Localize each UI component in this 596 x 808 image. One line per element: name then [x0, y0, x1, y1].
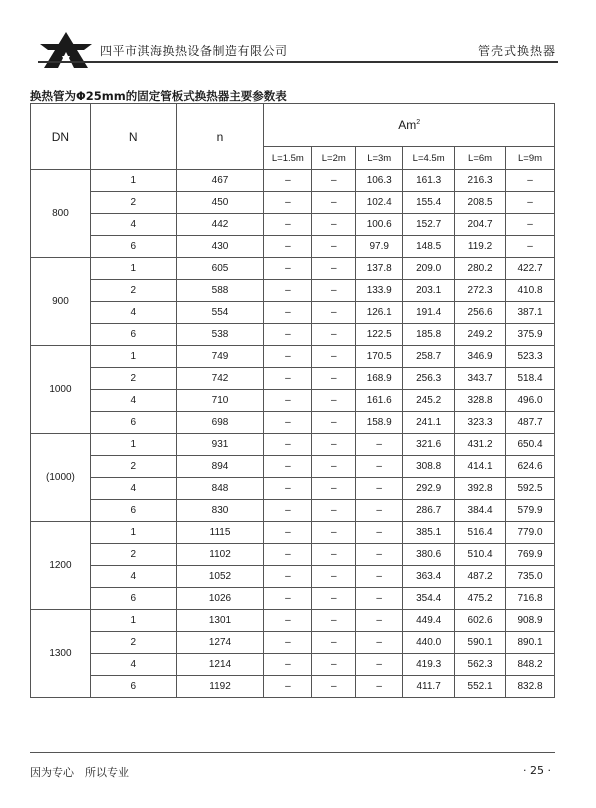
page-number: · 25 ·	[523, 764, 551, 777]
tube-pass-cell: 4	[90, 566, 176, 588]
area-cell: 516.4	[455, 522, 506, 544]
area-cell: 716.8	[506, 588, 555, 610]
area-cell: –	[264, 434, 312, 456]
table-row	[31, 456, 555, 478]
table-row	[31, 676, 555, 698]
area-cell: –	[312, 302, 356, 324]
table-row	[31, 236, 555, 258]
tube-count-cell: 538	[176, 324, 264, 346]
area-cell: 249.2	[455, 324, 506, 346]
area-cell: 354.4	[403, 588, 455, 610]
area-cell: –	[312, 412, 356, 434]
area-cell: 552.1	[455, 676, 506, 698]
header-area-unit-exponent: 2	[416, 119, 421, 126]
table-row	[31, 368, 555, 390]
area-cell: 286.7	[403, 500, 455, 522]
area-cell: 410.8	[506, 280, 555, 302]
tube-count-cell: 1192	[176, 676, 264, 698]
area-cell: –	[264, 214, 312, 236]
tube-count-cell: 848	[176, 478, 264, 500]
area-cell: 126.1	[356, 302, 403, 324]
area-cell: 387.1	[506, 302, 555, 324]
tube-pass-cell: 4	[90, 214, 176, 236]
area-cell: 241.1	[403, 412, 455, 434]
area-cell: –	[312, 632, 356, 654]
area-cell: 137.8	[356, 258, 403, 280]
area-cell: –	[264, 390, 312, 412]
table-row	[31, 280, 555, 302]
product-category: 管壳式换热器	[477, 44, 556, 58]
tube-pass-cell: 1	[90, 434, 176, 456]
area-cell: –	[356, 676, 403, 698]
area-cell: 592.5	[506, 478, 555, 500]
area-cell: –	[356, 456, 403, 478]
area-cell: –	[356, 434, 403, 456]
header-divider	[38, 61, 558, 63]
tube-pass-cell: 6	[90, 412, 176, 434]
tube-count-cell: 749	[176, 346, 264, 368]
tube-pass-cell: 6	[90, 500, 176, 522]
area-cell: –	[312, 346, 356, 368]
area-cell: 168.9	[356, 368, 403, 390]
area-cell: –	[264, 522, 312, 544]
area-cell: –	[506, 214, 555, 236]
table-row	[31, 588, 555, 610]
header-area	[264, 104, 555, 147]
area-cell: 375.9	[506, 324, 555, 346]
tube-count-cell: 467	[176, 170, 264, 192]
footer-divider	[30, 752, 555, 753]
table-row	[31, 632, 555, 654]
area-cell: 523.3	[506, 346, 555, 368]
area-cell: 161.6	[356, 390, 403, 412]
area-cell: –	[264, 588, 312, 610]
area-cell: 518.4	[506, 368, 555, 390]
area-cell: 323.3	[455, 412, 506, 434]
area-cell: –	[506, 236, 555, 258]
header-length: L=2m	[312, 147, 356, 170]
dn-cell: 800	[31, 170, 91, 258]
area-cell: 769.9	[506, 544, 555, 566]
page-header	[0, 0, 596, 70]
area-cell: 170.5	[356, 346, 403, 368]
area-cell: –	[264, 236, 312, 258]
tube-count-cell: 605	[176, 258, 264, 280]
area-cell: –	[264, 170, 312, 192]
area-cell: 155.4	[403, 192, 455, 214]
tube-count-cell: 588	[176, 280, 264, 302]
area-cell: 419.3	[403, 654, 455, 676]
header-N: N	[90, 104, 176, 170]
area-cell: –	[264, 258, 312, 280]
area-cell: –	[264, 566, 312, 588]
area-cell: –	[312, 368, 356, 390]
area-cell: 292.9	[403, 478, 455, 500]
table-row	[31, 522, 555, 544]
area-cell: –	[264, 478, 312, 500]
header-length: L=9m	[506, 147, 555, 170]
area-cell: 208.5	[455, 192, 506, 214]
area-cell: 256.6	[455, 302, 506, 324]
table-row	[31, 170, 555, 192]
tube-pass-cell: 1	[90, 346, 176, 368]
area-cell: –	[312, 544, 356, 566]
tube-count-cell: 1026	[176, 588, 264, 610]
tube-count-cell: 1274	[176, 632, 264, 654]
area-cell: 148.5	[403, 236, 455, 258]
area-cell: –	[312, 456, 356, 478]
header-dn: DN	[31, 104, 91, 170]
tube-pass-cell: 4	[90, 654, 176, 676]
area-cell: 385.1	[403, 522, 455, 544]
table-row	[31, 610, 555, 632]
area-cell: –	[264, 346, 312, 368]
header-length: L=4.5m	[403, 147, 455, 170]
area-cell: –	[312, 192, 356, 214]
area-cell: –	[356, 522, 403, 544]
dn-cell: 1300	[31, 610, 91, 698]
table-row	[31, 192, 555, 214]
area-cell: 97.9	[356, 236, 403, 258]
area-cell: –	[312, 236, 356, 258]
table-row	[31, 214, 555, 236]
table-row	[31, 346, 555, 368]
area-cell: –	[312, 566, 356, 588]
area-cell: 590.1	[455, 632, 506, 654]
footer-slogan: 因为专心 所以专业	[30, 766, 129, 779]
area-cell: –	[264, 302, 312, 324]
header-length: L=3m	[356, 147, 403, 170]
area-cell: –	[312, 390, 356, 412]
table-row	[31, 412, 555, 434]
area-cell: 440.0	[403, 632, 455, 654]
area-cell: 152.7	[403, 214, 455, 236]
area-cell: 848.2	[506, 654, 555, 676]
tube-pass-cell: 4	[90, 390, 176, 412]
table-row	[31, 478, 555, 500]
area-cell: –	[264, 632, 312, 654]
area-cell: 102.4	[356, 192, 403, 214]
company-logo-icon	[38, 30, 94, 70]
table-row	[31, 654, 555, 676]
area-cell: 106.3	[356, 170, 403, 192]
dn-cell: (1000)	[31, 434, 91, 522]
tube-pass-cell: 1	[90, 258, 176, 280]
tube-pass-cell: 2	[90, 280, 176, 302]
table-row	[31, 566, 555, 588]
tube-count-cell: 698	[176, 412, 264, 434]
area-cell: 363.4	[403, 566, 455, 588]
area-cell: 204.7	[455, 214, 506, 236]
area-cell: 158.9	[356, 412, 403, 434]
tube-pass-cell: 6	[90, 324, 176, 346]
dn-cell: 900	[31, 258, 91, 346]
area-cell: 191.4	[403, 302, 455, 324]
area-cell: 209.0	[403, 258, 455, 280]
area-cell: –	[356, 632, 403, 654]
tube-count-cell: 1115	[176, 522, 264, 544]
area-cell: 411.7	[403, 676, 455, 698]
tube-pass-cell: 4	[90, 478, 176, 500]
area-cell: –	[356, 478, 403, 500]
tube-pass-cell: 2	[90, 456, 176, 478]
area-cell: 422.7	[506, 258, 555, 280]
area-cell: 245.2	[403, 390, 455, 412]
area-cell: –	[264, 368, 312, 390]
area-cell: –	[312, 588, 356, 610]
area-cell: –	[264, 192, 312, 214]
area-cell: –	[312, 610, 356, 632]
header-length: L=1.5m	[264, 147, 312, 170]
area-cell: 203.1	[403, 280, 455, 302]
area-cell: 308.8	[403, 456, 455, 478]
area-cell: –	[264, 456, 312, 478]
tube-pass-cell: 6	[90, 676, 176, 698]
area-cell: –	[312, 500, 356, 522]
area-cell: 779.0	[506, 522, 555, 544]
tube-count-cell: 1102	[176, 544, 264, 566]
tube-count-cell: 430	[176, 236, 264, 258]
tube-pass-cell: 4	[90, 302, 176, 324]
table-title: 换热管为Φ25mm的固定管板式换热器主要参数表	[30, 89, 287, 103]
area-cell: 475.2	[455, 588, 506, 610]
tube-count-cell: 830	[176, 500, 264, 522]
area-cell: –	[506, 192, 555, 214]
tube-count-cell: 450	[176, 192, 264, 214]
area-cell: 328.8	[455, 390, 506, 412]
area-cell: 280.2	[455, 258, 506, 280]
area-cell: 133.9	[356, 280, 403, 302]
area-cell: 119.2	[455, 236, 506, 258]
tube-count-cell: 1052	[176, 566, 264, 588]
area-cell: –	[312, 170, 356, 192]
area-cell: –	[264, 610, 312, 632]
area-cell: –	[312, 280, 356, 302]
area-cell: 510.4	[455, 544, 506, 566]
area-cell: 161.3	[403, 170, 455, 192]
tube-count-cell: 442	[176, 214, 264, 236]
tube-count-cell: 554	[176, 302, 264, 324]
area-cell: 122.5	[356, 324, 403, 346]
area-cell: –	[264, 676, 312, 698]
area-cell: –	[356, 544, 403, 566]
table-row	[31, 324, 555, 346]
area-cell: 579.9	[506, 500, 555, 522]
area-cell: 185.8	[403, 324, 455, 346]
area-cell: –	[356, 610, 403, 632]
tube-pass-cell: 6	[90, 588, 176, 610]
area-cell: 216.3	[455, 170, 506, 192]
area-cell: 562.3	[455, 654, 506, 676]
area-cell: 832.8	[506, 676, 555, 698]
area-cell: 650.4	[506, 434, 555, 456]
tube-pass-cell: 1	[90, 170, 176, 192]
tube-count-cell: 894	[176, 456, 264, 478]
table-row	[31, 500, 555, 522]
area-cell: –	[312, 324, 356, 346]
area-cell: –	[312, 654, 356, 676]
area-cell: 346.9	[455, 346, 506, 368]
tube-pass-cell: 2	[90, 192, 176, 214]
area-cell: –	[312, 676, 356, 698]
tube-count-cell: 1214	[176, 654, 264, 676]
area-cell: 414.1	[455, 456, 506, 478]
area-cell: 908.9	[506, 610, 555, 632]
tube-pass-cell: 2	[90, 632, 176, 654]
tube-pass-cell: 1	[90, 610, 176, 632]
area-cell: –	[264, 324, 312, 346]
area-cell: 384.4	[455, 500, 506, 522]
area-cell: 343.7	[455, 368, 506, 390]
area-cell: 380.6	[403, 544, 455, 566]
area-cell: –	[312, 434, 356, 456]
area-cell: –	[264, 412, 312, 434]
area-cell: 321.6	[403, 434, 455, 456]
area-cell: –	[312, 258, 356, 280]
area-cell: 487.2	[455, 566, 506, 588]
area-cell: 496.0	[506, 390, 555, 412]
area-cell: –	[264, 500, 312, 522]
tube-pass-cell: 2	[90, 544, 176, 566]
area-cell: 624.6	[506, 456, 555, 478]
dn-cell: 1200	[31, 522, 91, 610]
area-cell: –	[356, 500, 403, 522]
tube-count-cell: 931	[176, 434, 264, 456]
header-n: n	[176, 104, 264, 170]
area-cell: 449.4	[403, 610, 455, 632]
area-cell: –	[264, 544, 312, 566]
area-cell: 602.6	[455, 610, 506, 632]
area-cell: –	[356, 588, 403, 610]
header-length: L=6m	[455, 147, 506, 170]
tube-pass-cell: 1	[90, 522, 176, 544]
area-cell: 392.8	[455, 478, 506, 500]
tube-count-cell: 742	[176, 368, 264, 390]
tube-count-cell: 710	[176, 390, 264, 412]
area-cell: –	[264, 280, 312, 302]
area-cell: 735.0	[506, 566, 555, 588]
area-cell: –	[356, 654, 403, 676]
table-row	[31, 434, 555, 456]
dn-cell: 1000	[31, 346, 91, 434]
tube-pass-cell: 6	[90, 236, 176, 258]
area-cell: –	[312, 522, 356, 544]
area-cell: 272.3	[455, 280, 506, 302]
area-cell: –	[312, 214, 356, 236]
area-cell: 890.1	[506, 632, 555, 654]
area-cell: –	[312, 478, 356, 500]
table-row	[31, 258, 555, 280]
company-name: 四平市淇海换热设备制造有限公司	[100, 44, 288, 58]
area-cell: –	[264, 654, 312, 676]
table-row	[31, 302, 555, 324]
tube-pass-cell: 2	[90, 368, 176, 390]
header-area-label: Am	[398, 118, 417, 132]
area-cell: 256.3	[403, 368, 455, 390]
area-cell: 258.7	[403, 346, 455, 368]
area-cell: 431.2	[455, 434, 506, 456]
area-cell: 100.6	[356, 214, 403, 236]
parameter-table	[30, 103, 555, 698]
area-cell: –	[506, 170, 555, 192]
table-row	[31, 390, 555, 412]
tube-count-cell: 1301	[176, 610, 264, 632]
table-row	[31, 544, 555, 566]
area-cell: 487.7	[506, 412, 555, 434]
table-body	[31, 170, 555, 698]
area-cell: –	[356, 566, 403, 588]
